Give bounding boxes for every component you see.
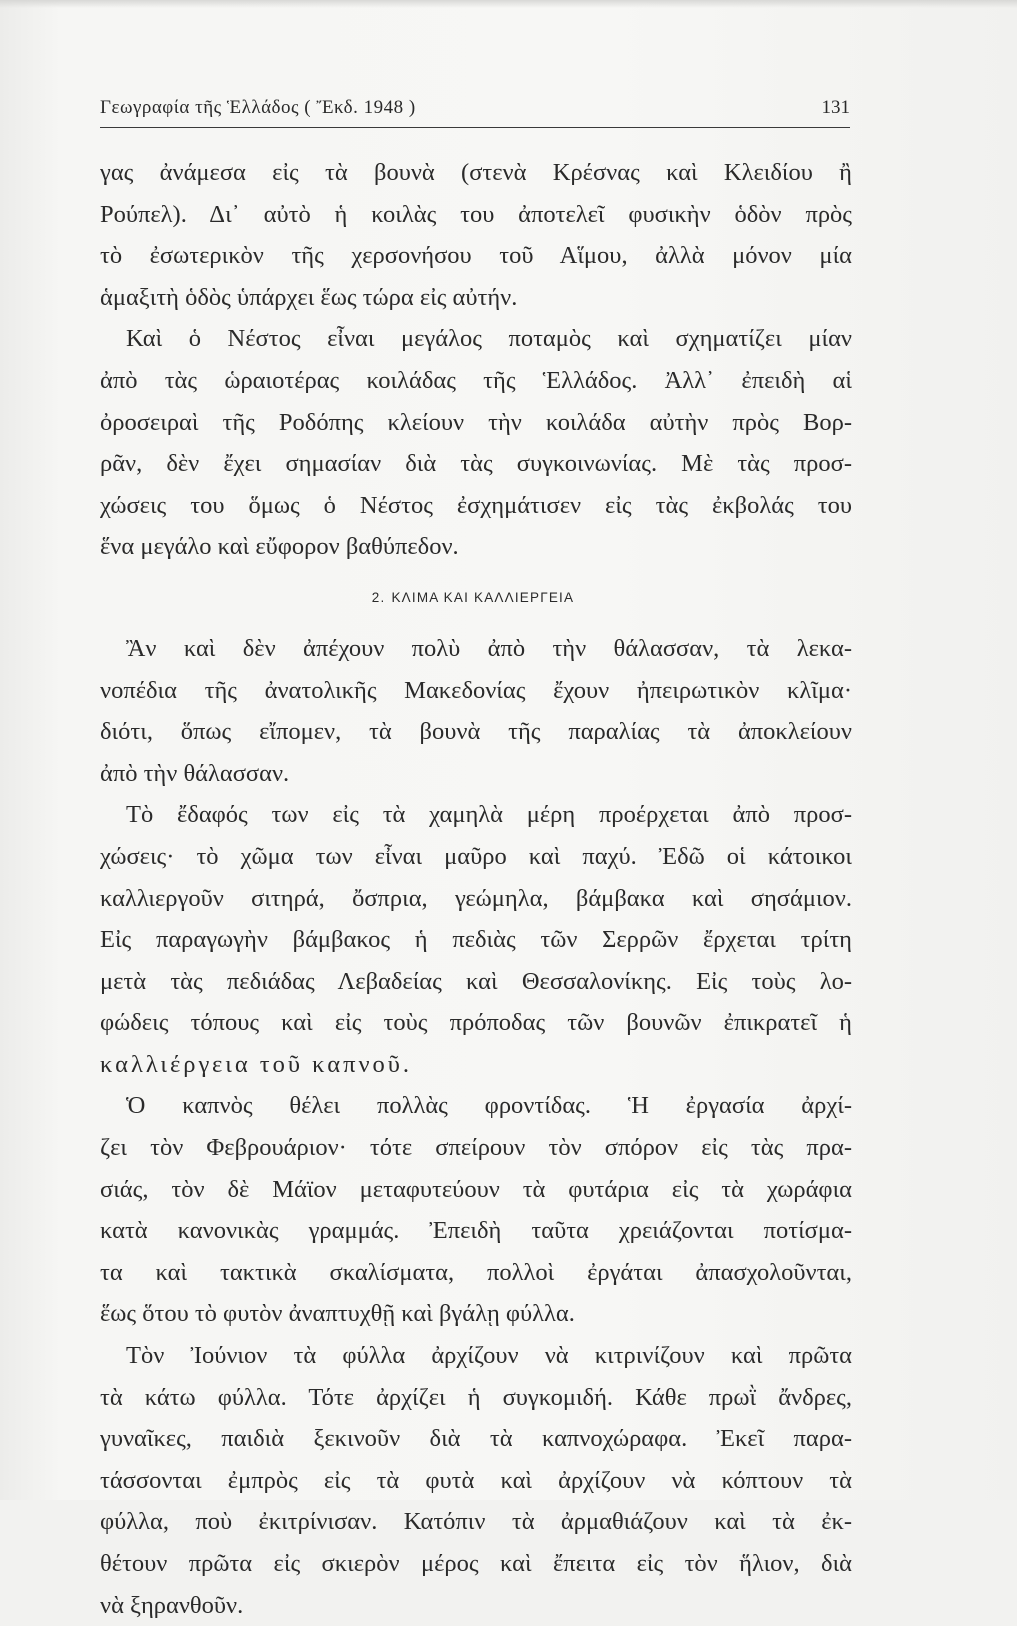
text-line: τὸ ἐσωτερικὸν τῆς χερσονήσου τοῦ Αἵμου, ἀλλὰ μόνον μία bbox=[100, 242, 852, 270]
text-line: Ἂν καὶ δὲν ἀπέχουν πολὺ ἀπὸ τὴν θάλασσαν, τὰ λεκα- bbox=[126, 634, 852, 662]
text-line: νὰ ξηρανθοῦν. bbox=[100, 1591, 244, 1619]
text-line: ἀπὸ τὰς ὡραιοτέρας κοιλάδας τῆς Ἑλλάδος. Ἀλλ᾽ ἐπειδὴ αἱ bbox=[100, 366, 852, 394]
text-line: σιάς, τὸν δὲ Μάϊον μεταφυτεύουν τὰ φυτάρια εἰς τὰ χωράφια bbox=[100, 1175, 852, 1203]
text-line: διότι, ὅπως εἴπομεν, τὰ βουνὰ τῆς παραλίας τὰ ἀποκλείουν bbox=[100, 718, 852, 746]
text-line: Ρούπελ). Δι᾽ αὐτὸ ἡ κοιλὰς του ἀποτελεῖ φυσικὴν ὁδὸν πρὸς bbox=[100, 200, 852, 228]
text-line: ἕως ὅτου τὸ φυτὸν ἀναπτυχθῇ καὶ βγάλῃ φύλλα. bbox=[100, 1300, 575, 1328]
paragraph bbox=[100, 152, 852, 318]
text-line: ρᾶν, δὲν ἔχει σημασίαν διὰ τὰς συγκοινωνίας. Μὲ τὰς προσ- bbox=[100, 450, 852, 478]
running-head bbox=[100, 95, 850, 128]
text-line: Τὸ ἔδαφός των εἰς τὰ χαμηλὰ μέρη προέρχεται ἀπὸ προσ- bbox=[126, 801, 852, 829]
text-line: θέτουν πρῶτα εἰς σκιερὸν μέρος καὶ ἔπειτα εἰς τὸν ἥλιον, διὰ bbox=[100, 1550, 852, 1577]
text-line: κατὰ κανονικὰς γραμμάς. Ἐπειδὴ ταῦτα χρειάζονται ποτίσμα- bbox=[100, 1217, 852, 1245]
text-line: χώσεις· τὸ χῶμα των εἶναι μαῦρο καὶ παχύ. Ἐδῶ οἱ κάτοικοι bbox=[100, 842, 852, 870]
text-line: Τὸν Ἰούνιον τὰ φύλλα ἀρχίζουν νὰ κιτρινίζουν καὶ πρῶτα bbox=[126, 1342, 852, 1370]
text-line: φώδεις τόπους καὶ εἰς τοὺς πρόποδας τῶν βουνῶν ἐπικρατεῖ ἡ bbox=[100, 1009, 852, 1037]
paragraph bbox=[100, 794, 852, 1085]
text-line: γυναῖκες, παιδιὰ ξεκινοῦν διὰ τὰ καπνοχώραφα. Ἐκεῖ παρα- bbox=[100, 1425, 852, 1453]
text-line: ἕνα μεγάλο καὶ εὔφορον βαθύπεδον. bbox=[100, 533, 459, 561]
text-line: γας ἀνάμεσα εἰς τὰ βουνὰ (στενὰ Κρέσνας καὶ Κλειδίου ἢ bbox=[100, 159, 852, 186]
running-title: Γεωγραφία τῆς Ἑλλάδος ( Ἔκδ. 1948 ) bbox=[100, 97, 416, 118]
text-line: τάσσονται ἐμπρὸς εἰς τὰ φυτὰ καὶ ἀρχίζουν νὰ κόπτουν τὰ bbox=[100, 1466, 852, 1494]
page-top-edge bbox=[0, 0, 1017, 8]
text-line: τα καὶ τακτικὰ σκαλίσματα, πολλοὶ ἐργάται ἀπασχολοῦνται, bbox=[100, 1258, 852, 1286]
text-line: φύλλα, ποὺ ἐκιτρίνισαν. Κατόπιν τὰ ἀρμαθιάζουν καὶ τὰ ἐκ- bbox=[100, 1508, 852, 1536]
text-line: Καὶ ὁ Νέστος εἶναι μεγάλος ποταμὸς καὶ σχηματίζει μίαν bbox=[126, 325, 852, 353]
text-line: Ὁ καπνὸς θέλει πολλὰς φροντίδας. Ἡ ἐργασία ἀρχί- bbox=[126, 1092, 852, 1120]
text-line: νοπέδια τῆς ἀνατολικῆς Μακεδονίας ἔχουν ἠπειρωτικὸν κλῖμα· bbox=[100, 676, 852, 704]
paragraph bbox=[100, 628, 852, 794]
section-heading bbox=[100, 568, 852, 628]
paragraph bbox=[100, 318, 852, 568]
text-line: καλλιέργεια τοῦ καπνοῦ. bbox=[100, 1050, 413, 1078]
text-line: ὀροσειραὶ τῆς Ροδόπης κλείουν τὴν κοιλάδα αὐτὴν πρὸς Βορ- bbox=[100, 408, 852, 436]
section-title: ΚΛΙΜΑ ΚΑΙ ΚΑΛΛΙΕΡΓΕΙΑ bbox=[391, 589, 575, 605]
text-line: ἀπὸ τὴν θάλασσαν. bbox=[100, 759, 290, 787]
text-line: μετὰ τὰς πεδιάδας Λεβαδείας καὶ Θεσσαλονίκης. Εἰς τοὺς λο- bbox=[100, 967, 852, 995]
text-line: ἁμαξιτὴ ὁδὸς ὑπάρχει ἕως τώρα εἰς αὐτήν. bbox=[100, 283, 518, 311]
paragraph bbox=[100, 1335, 852, 1626]
section-number: 2. bbox=[371, 589, 386, 605]
text-line: τὰ κάτω φύλλα. Τότε ἀρχίζει ἡ συγκομιδή. Κάθε πρωῒ ἄνδρες, bbox=[100, 1383, 852, 1411]
text-line: Εἰς παραγωγὴν βάμβακος ἡ πεδιὰς τῶν Σερρῶν ἔρχεται τρίτη bbox=[100, 926, 852, 954]
paragraph bbox=[100, 1085, 852, 1335]
text-line: καλλιεργοῦν σιτηρά, ὄσπρια, γεώμηλα, βάμβακα καὶ σησάμιον. bbox=[100, 884, 852, 912]
page-number: 131 bbox=[821, 97, 850, 118]
body-text bbox=[100, 152, 852, 1626]
text-line: ζει τὸν Φεβρουάριον· τότε σπείρουν τὸν σπόρον εἰς τὰς πρα- bbox=[100, 1134, 852, 1162]
text-line: χώσεις του ὅμως ὁ Νέστος ἐσχημάτισεν εἰς τὰς ἐκβολάς του bbox=[100, 491, 852, 519]
